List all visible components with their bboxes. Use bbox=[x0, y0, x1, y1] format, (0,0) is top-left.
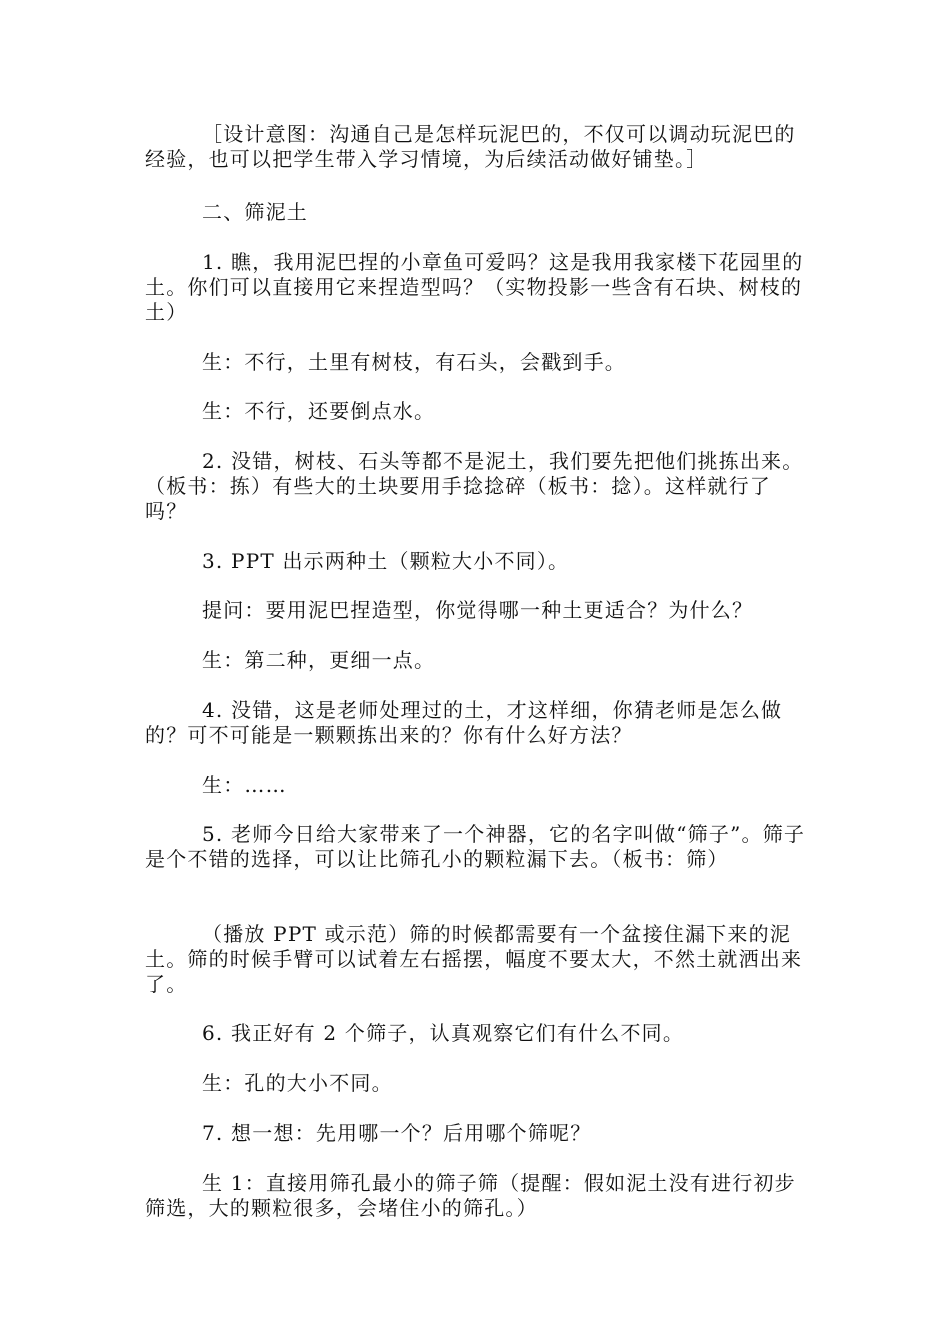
step-5-paragraph: 5. 老师今日给大家带来了一个神器，它的名字叫做“筛子”。筛子是个不错的选择，可以让比筛孔小的颗粒漏下去。（板书：筛） bbox=[145, 822, 806, 871]
step-3-paragraph: 3. PPT 出示两种土（颗粒大小不同）。 bbox=[202, 549, 570, 573]
student-answer-paragraph: 生：第二种，更细一点。 bbox=[202, 648, 436, 672]
step-6-paragraph: 6. 我正好有 2 个筛子，认真观察它们有什么不同。 bbox=[202, 1021, 685, 1045]
demo-paragraph: （播放 PPT 或示范）筛的时候都需要有一个盆接住漏下来的泥土。筛的时候手臂可以试着左右摇摆，幅度不要太大，不然土就洒出来了。 bbox=[145, 922, 803, 996]
step-4-paragraph: 4. 没错，这是老师处理过的土，才这样细，你猜老师是怎么做的？可不可能是一颗颗拣出来的？你有什么好方法？ bbox=[145, 698, 783, 747]
student-answer-paragraph: 生：孔的大小不同。 bbox=[202, 1071, 393, 1095]
student-answer-paragraph: 生：…… bbox=[202, 773, 287, 797]
step-2-paragraph: 2. 没错，树枝、石头等都不是泥土，我们要先把他们挑拣出来。（板书：拣）有些大的土块要用手捻捻碎（板书：捻）。这样就行了吗？ bbox=[145, 449, 804, 523]
question-paragraph: 提问：要用泥巴捏造型，你觉得哪一种土更适合？为什么？ bbox=[202, 598, 754, 622]
section-heading: 二、筛泥土 bbox=[202, 200, 308, 224]
student-answer-paragraph: 生：不行，土里有树枝，有石头，会戳到手。 bbox=[202, 350, 626, 374]
step-7-paragraph: 7. 想一想：先用哪一个？后用哪个筛呢？ bbox=[202, 1121, 592, 1145]
design-intent-paragraph: ［设计意图：沟通自己是怎样玩泥巴的，不仅可以调动玩泥巴的经验，也可以把学生带入学习情境，为后续活动做好铺垫。］ bbox=[145, 122, 796, 171]
student-answer-paragraph: 生：不行，还要倒点水。 bbox=[202, 399, 436, 423]
step-1-paragraph: 1. 瞧，我用泥巴捏的小章鱼可爱吗？这是我用我家楼下花园里的土。你们可以直接用它来捏造型吗？（实物投影一些含有石块、树枝的土） bbox=[145, 250, 804, 324]
student-1-answer-paragraph: 生 1：直接用筛孔最小的筛子筛（提醒：假如泥土没有进行初步筛选，大的颗粒很多，会堵住小的筛孔。） bbox=[145, 1171, 796, 1220]
